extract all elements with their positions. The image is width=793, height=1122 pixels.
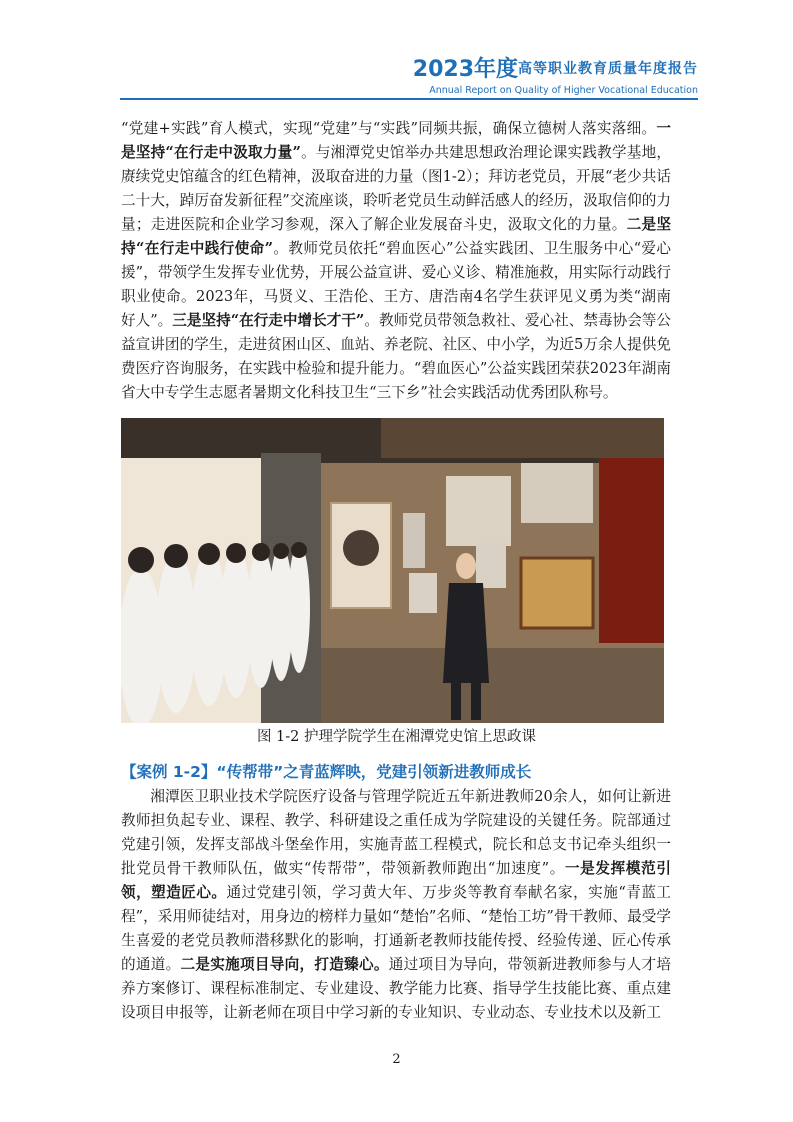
para2-run: 湘潭医卫职业技术学院医疗设备与管理学院近五年新进教师20余人，如何让新进教师担负起专业、课程、教学、科研建设之重任成为学院建设的关键任务。院部通过党建引领，发挥支部战斗堡垒作用，实施青蓝工程模式，院长和总支书记牵头组织一批党员骨干教师队伍，做实“传帮带”，带领新教师跑出“加速度”。 <box>121 788 671 877</box>
para2-run: 通过党建引领，学习黄大年、万步炎等教育奉献名家，实施“青蓝工程”，采用师徒结对，用身边的榜样力量如“楚怡”名师、“楚怡工坊”骨干教师、最受学生喜爱的老党员教师潜移默化的影响，打通新老教师技能传授、经验传递、匠心传承的通道。 <box>121 884 671 973</box>
page-number: 2 <box>392 1052 401 1067</box>
header-divider <box>120 98 698 100</box>
para1-run: 。教师党员带领急救社、爱心社、禁毒协会等公益宣讲团的学生，走进贫困山区、血站、养老院、社区、中小学，为近5万余人提供免费医疗咨询服务，在实践中检验和提升能力。“碧血医心”公益实践团荣获2023年湖南省大中专学生志愿者暑期文化科技卫生“三下乡”社会实践活动优秀团队称号。 <box>121 312 671 401</box>
para1-run: 一是坚持“在行走中汲取力量” <box>121 120 671 161</box>
case-title: “传帮带”之青蓝辉映，党建引领新进教师成长 <box>216 763 532 781</box>
figure-caption: 图 1-2 护理学院学生在湘潭党史馆上思政课 <box>256 729 537 745</box>
paragraph-1 <box>121 117 671 405</box>
paragraph-1-text <box>121 117 671 405</box>
paragraph-2 <box>121 785 671 1025</box>
case-label: 【案例 1-2】 <box>121 763 217 781</box>
para1-run: “党建+实践”育人模式，实现“党建”与“实践”同频共振，确保立德树人落实落细。 <box>121 120 657 137</box>
paragraph-2-text <box>121 785 671 1025</box>
para2-run: 二是实施项目导向，打造臻心。 <box>180 956 389 973</box>
para2-run: 通过项目为导向，带领新进教师参与人才培养方案修订、课程标准制定、专业建设、教学能力比赛、指导学生技能比赛、重点建设项目申报等，让新老师在项目中学习新的专业知识、专业动态、专业技术以及新工 <box>121 956 671 1021</box>
header-title: 高等职业教育质量年度报告 <box>518 61 698 77</box>
para1-run: 。教师党员依托“碧血医心”公益实践团、卫生服务中心“爱心援”，带领学生发挥专业优势，开展公益宣讲、爱心义诊、精准施救，用实际行动践行职业使命。2023年，马贤义、王浩伦、王方、唐浩南4名学生获评见义勇为类“湖南好人”。 <box>121 240 671 329</box>
para1-run: 二是坚持“在行走中践行使命” <box>121 216 671 257</box>
header-subtitle: Annual Report on Quality of Higher Vocational Education <box>429 85 698 96</box>
report-header <box>413 56 698 97</box>
para1-run: 三是坚持“在行走中增长才干” <box>172 312 365 329</box>
header-year: 2023年度 <box>412 57 518 82</box>
para2-run: 一是发挥模范引领，塑造匠心。 <box>121 860 671 901</box>
figure-photo <box>121 418 664 723</box>
para1-run: 。与湘潭党史馆举办共建思想政治理论课实践教学基地，赓续党史馆蕴含的红色精神，汲取奋进的力量（图1-2）；拜访老党员，开展“老少共话二十大，踔厉奋发新征程”交流座谈，聆听老党员生动鲜活感人的经历，汲取信仰的力量；走进医院和企业学习参观，深入了解企业发展奋斗史，汲取文化的力量。 <box>121 144 671 233</box>
case-heading <box>121 761 531 783</box>
